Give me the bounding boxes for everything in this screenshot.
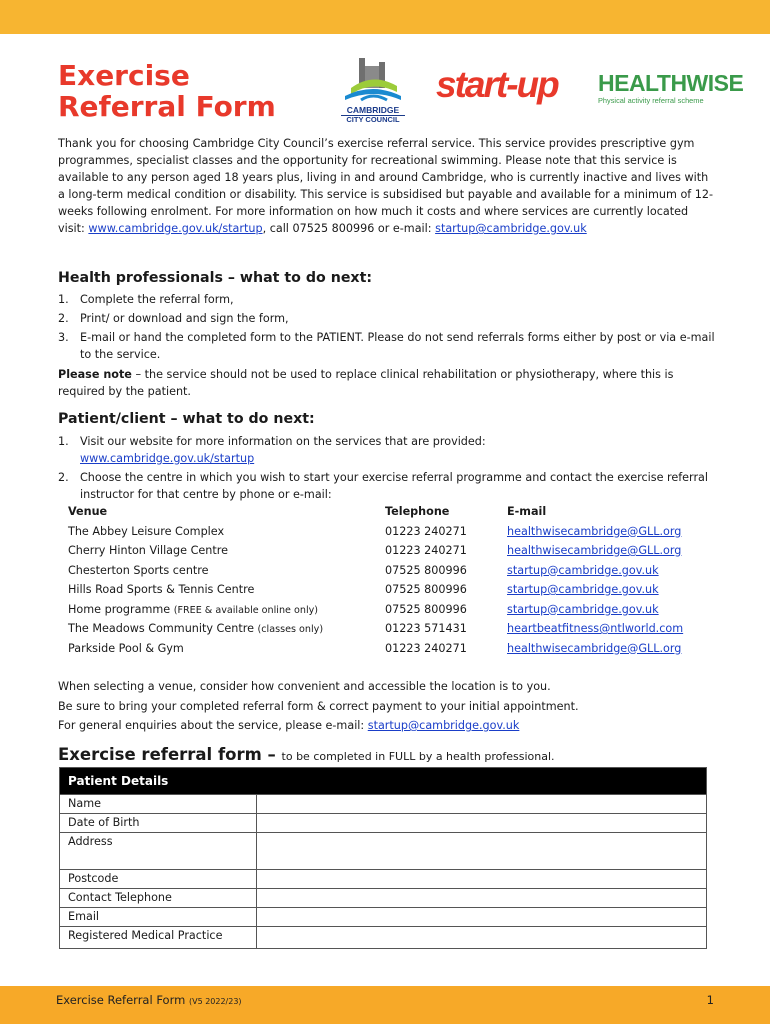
list-item [58, 469, 718, 503]
field-label: Registered Medical Practice [60, 927, 257, 948]
closing-line-3: For general enquiries about the service, please e-mail: startup@cambridge.gov.uk [58, 719, 520, 732]
step-text: Complete the referral form, [80, 293, 234, 306]
venue-email-link[interactable]: heartbeatfitness@ntlworld.com [507, 622, 684, 635]
intro-phone-text: , call 07525 800996 or e-mail: [262, 222, 436, 235]
field-label: Contact Telephone [60, 889, 257, 907]
health-professionals-heading: Health professionals – what to do next: [58, 270, 373, 286]
enquiries-email-link[interactable]: startup@cambridge.gov.uk [367, 719, 520, 732]
patient-website-link[interactable]: www.cambridge.gov.uk/startup [80, 452, 255, 465]
council-name-line1: CAMBRIDGE [346, 105, 400, 115]
venue-email-link[interactable]: healthwisecambridge@GLL.org [507, 544, 682, 557]
field-label: Date of Birth [60, 814, 257, 832]
venue-name: Parkside Pool & Gym [68, 641, 184, 655]
step-text: E-mail or hand the completed form to the PATIENT. Please do not send referrals forms either by post or via e-mail to the service. [80, 331, 715, 361]
step-number: 2. [58, 312, 69, 325]
page-title [58, 60, 276, 122]
please-note [58, 366, 718, 400]
venue-name: The Meadows Community Centre (classes only) [68, 622, 324, 635]
title-line-2: Referral Form [58, 90, 276, 123]
venue-name: Chesterton Sports centre [68, 563, 209, 577]
venue-telephone: 07525 800996 [385, 563, 467, 577]
venue-telephone: 07525 800996 [385, 583, 467, 596]
patient-details-header: Patient Details [60, 768, 706, 794]
intro-paragraph [58, 135, 718, 237]
page-number: 1 [706, 993, 714, 1007]
top-accent-bar [0, 0, 770, 34]
venue-telephone: 01223 240271 [385, 524, 467, 538]
step-number: 1. [58, 435, 69, 448]
venue-telephone: 01223 240271 [385, 544, 467, 557]
step-text: Print/ or download and sign the form, [80, 312, 289, 325]
healthwise-logo [598, 70, 744, 110]
email-column-header: E-mail [507, 505, 547, 518]
startup-logo [436, 64, 564, 110]
step-text: Visit our website for more information on the services that are provided: [80, 435, 486, 448]
form-title-text: Exercise referral form – [58, 745, 282, 764]
step-number: 3. [58, 331, 69, 344]
venue-name: Home programme (FREE & available online only) [68, 602, 319, 616]
patient-steps [58, 433, 718, 505]
patient-details-table [59, 767, 707, 949]
telephone-column-header: Telephone [385, 505, 450, 518]
startup-email-link[interactable]: startup@cambridge.gov.uk [435, 222, 587, 235]
health-professionals-steps [58, 291, 718, 365]
form-row-name [60, 794, 706, 813]
patient-heading: Patient/client – what to do next: [58, 411, 315, 427]
field-label: Email [60, 908, 257, 926]
form-row-practice [60, 926, 706, 948]
closing-text [58, 677, 718, 736]
venue-column-header: Venue [68, 505, 108, 518]
step-number: 1. [58, 293, 69, 306]
council-name-line2: CITY COUNCIL [341, 115, 405, 124]
please-note-text: – the service should not be used to replace clinical rehabilitation or physiotherapy, where this is required by the patient. [58, 368, 674, 398]
title-line-1: Exercise [58, 59, 190, 92]
healthwise-tagline: Physical activity referral scheme [598, 96, 704, 105]
form-row-address [60, 832, 706, 869]
intro-text: Thank you for choosing Cambridge City Council’s exercise referral service. This service provides prescriptive gym programmes, specialist classes and the opportunity for recreational swimming. Please note that this service is available to any person aged 18 years plus, living in and around Cambridge, who is currently inactive and lives with a long-term medical condition or disability. This service is subsidised but payable and available for a minimum of 12-weeks following enrolment. For more information on how much it costs and where services are currently located visit: [58, 137, 714, 235]
venue-email-link[interactable]: healthwisecambridge@GLL.org [507, 524, 682, 538]
field-label: Name [60, 795, 257, 813]
form-row-telephone [60, 888, 706, 907]
field-label: Address [60, 833, 257, 869]
address-field[interactable] [257, 833, 706, 869]
venue-telephone: 07525 800996 [385, 602, 467, 616]
list-item [58, 310, 718, 327]
contact-telephone-field[interactable] [257, 889, 706, 907]
step-number: 2. [58, 471, 69, 484]
list-item [58, 291, 718, 308]
form-row-dob [60, 813, 706, 832]
form-subtitle: to be completed in FULL by a health professional. [281, 750, 555, 763]
please-note-label: Please note [58, 368, 132, 381]
list-item [58, 433, 718, 467]
startup-logo-text: start-up [436, 64, 558, 105]
venue-telephone: 01223 571431 [385, 622, 467, 635]
step-text: Choose the centre in which you wish to start your exercise referral programme and contact the exercise referral instructor for that centre by phone or e-mail: [80, 471, 709, 501]
venue-name: The Abbey Leisure Complex [68, 524, 225, 538]
date-of-birth-field[interactable] [257, 814, 706, 832]
name-field[interactable] [257, 795, 706, 813]
form-title [58, 745, 555, 764]
venue-email-link[interactable]: startup@cambridge.gov.uk [507, 583, 659, 596]
venue-email-link[interactable]: startup@cambridge.gov.uk [507, 563, 659, 577]
list-item [58, 329, 718, 363]
email-field[interactable] [257, 908, 706, 926]
closing-line-1: When selecting a venue, consider how convenient and accessible the location is to you. [58, 680, 551, 693]
closing-line-2: Be sure to bring your completed referral form & correct payment to your initial appointment. [58, 699, 579, 713]
footer-document-name: Exercise Referral Form (V5 2022/23) [56, 993, 242, 1007]
postcode-field[interactable] [257, 870, 706, 888]
registered-medical-practice-field[interactable] [257, 927, 706, 948]
cambridge-city-council-logo [341, 52, 405, 122]
venue-name: Cherry Hinton Village Centre [68, 544, 228, 557]
startup-website-link[interactable]: www.cambridge.gov.uk/startup [88, 222, 263, 235]
healthwise-logo-text: HEALTHWISE [598, 70, 744, 96]
footer-version: (V5 2022/23) [188, 997, 242, 1006]
venue-telephone: 01223 240271 [385, 641, 467, 655]
venue-email-link[interactable]: healthwisecambridge@GLL.org [507, 641, 682, 655]
form-row-postcode [60, 869, 706, 888]
venue-name: Hills Road Sports & Tennis Centre [68, 583, 255, 596]
form-row-email [60, 907, 706, 926]
venue-email-link[interactable]: startup@cambridge.gov.uk [507, 602, 659, 616]
field-label: Postcode [60, 870, 257, 888]
